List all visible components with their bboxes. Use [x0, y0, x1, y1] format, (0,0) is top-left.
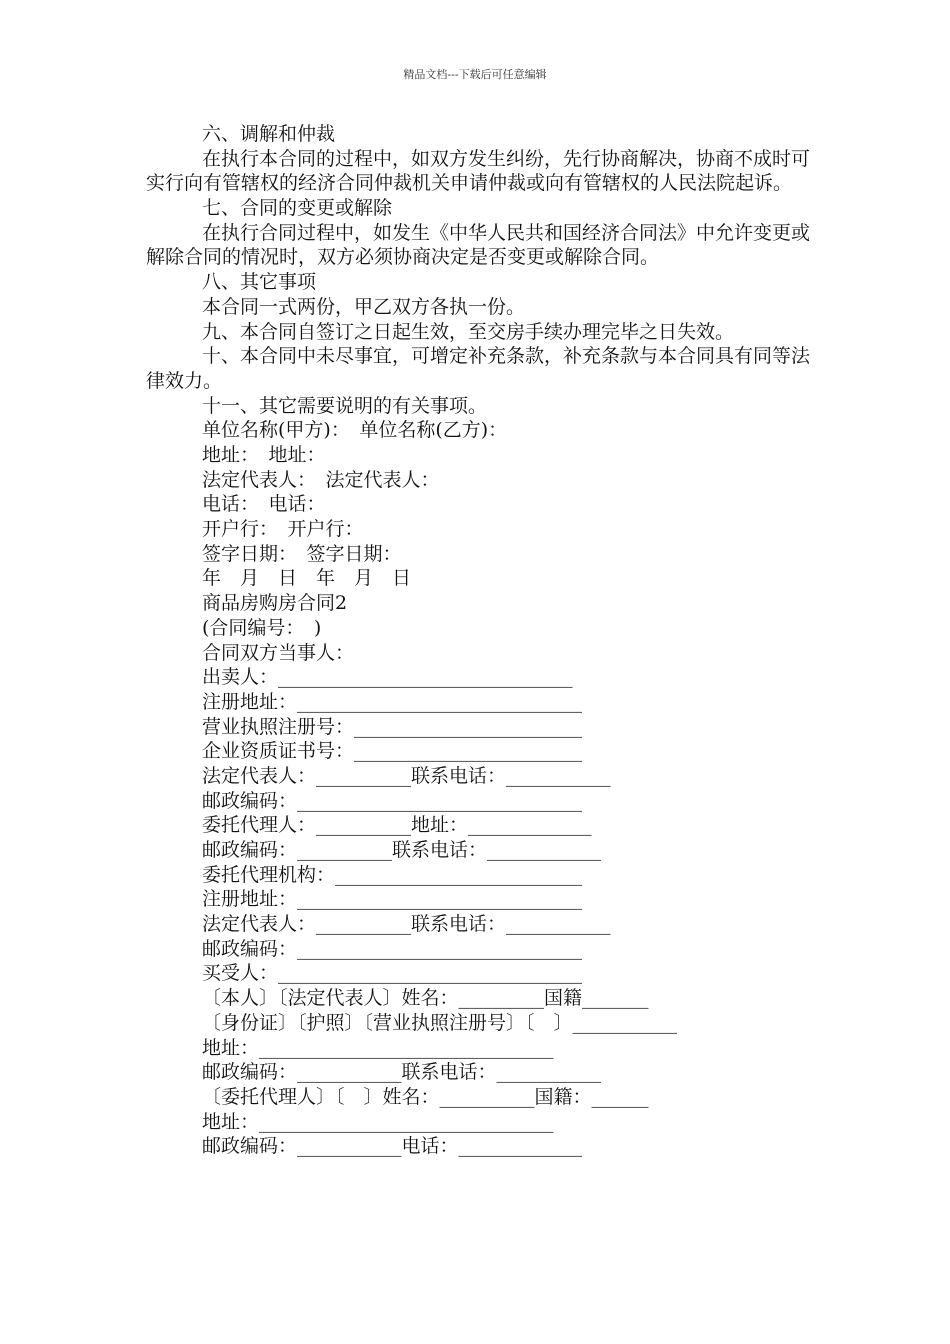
section-title: 六、调解和仲裁 [202, 123, 336, 145]
form-field-line: 地址：_______________________________ [202, 1036, 554, 1059]
section-title: 八、其它事项 [202, 271, 317, 294]
section-paragraph: 本合同一式两份，甲乙双方各执一份。 [202, 295, 526, 318]
section-title: 七、合同的变更或解除 [202, 197, 393, 220]
form-field-line: 〔身份证〕〔护照〕〔营业执照注册号〕〔 〕___________ [202, 1011, 678, 1034]
form-field-line: 邮政编码：___________电话：_____________ [202, 1135, 583, 1158]
form-field-line: 法定代表人：__________联系电话：___________ [202, 913, 611, 936]
form-field-line: 邮政编码：___________联系电话：___________ [202, 1061, 602, 1084]
form-field-line: 〔委托代理人〕〔 〕姓名：__________国籍：______ [202, 1085, 649, 1108]
form-field-line: 法定代表人：__________联系电话：___________ [202, 764, 611, 787]
form-field-line: 买受人：________________________________ [202, 962, 583, 985]
form-field-line: 〔本人〕〔法定代表人〕姓名：_________国籍_______ [202, 987, 649, 1010]
form-field-line: 委托代理机构：__________________________ [202, 863, 583, 886]
form-field-line: 邮政编码：______________________________ [202, 789, 583, 812]
signature-line: 地址： 地址： [202, 444, 326, 467]
form-field-line: 委托代理人：__________地址：_____________ [202, 814, 592, 837]
signature-line: 年 月 日 年 月 日 [202, 567, 412, 590]
form-field-line: 邮政编码：______________________________ [202, 937, 583, 960]
form-field-line: 出卖人：_______________________________ [202, 666, 573, 689]
contract-parties-label: 合同双方当事人： [202, 641, 355, 664]
form-field-line: 邮政编码：__________联系电话：____________ [202, 839, 602, 862]
form-field-line: 营业执照注册号：________________________ [202, 715, 583, 738]
signature-line: 单位名称(甲方)： 单位名称(乙方)： [202, 419, 508, 442]
form-field-line: 注册地址：______________________________ [202, 690, 583, 713]
signature-line: 电话： 电话： [202, 493, 326, 516]
section-title: 十一、其它需要说明的有关事项。 [202, 394, 488, 417]
section-paragraph: 在执行本合同的过程中，如双方发生纠纷，先行协商解决，协商不成时可实行向有管辖权的经济合同仲裁机关申请仲裁或向有管辖权的人民法院起诉。 [146, 147, 811, 195]
form-field-line: 地址：_______________________________ [202, 1110, 554, 1133]
signature-line: 法定代表人： 法定代表人： [202, 468, 440, 491]
form-field-line: 企业资质证书号：________________________ [202, 740, 583, 763]
signature-line: 签字日期： 签字日期： [202, 542, 402, 565]
signature-line: 开户行： 开户行： [202, 518, 364, 541]
section-paragraph: 十、本合同中未尽事宜，可增定补充条款，补充条款与本合同具有同等法律效力。 [146, 345, 811, 392]
page-header: 精品文档---下载后可任意编辑 [403, 68, 547, 81]
section-paragraph: 九、本合同自签订之日起生效，至交房手续办理完毕之日失效。 [202, 320, 735, 343]
document-body [146, 122, 810, 1159]
form-field-line: 注册地址：______________________________ [202, 888, 583, 911]
contract-title: 商品房购房合同2 [202, 592, 348, 615]
section-paragraph: 在执行合同过程中，如发生《中华人民共和国经济合同法》中允许变更或解除合同的情况时，双方必须协商决定是否变更或解除合同。 [146, 221, 811, 269]
contract-number: (合同编号： ) [202, 616, 322, 639]
